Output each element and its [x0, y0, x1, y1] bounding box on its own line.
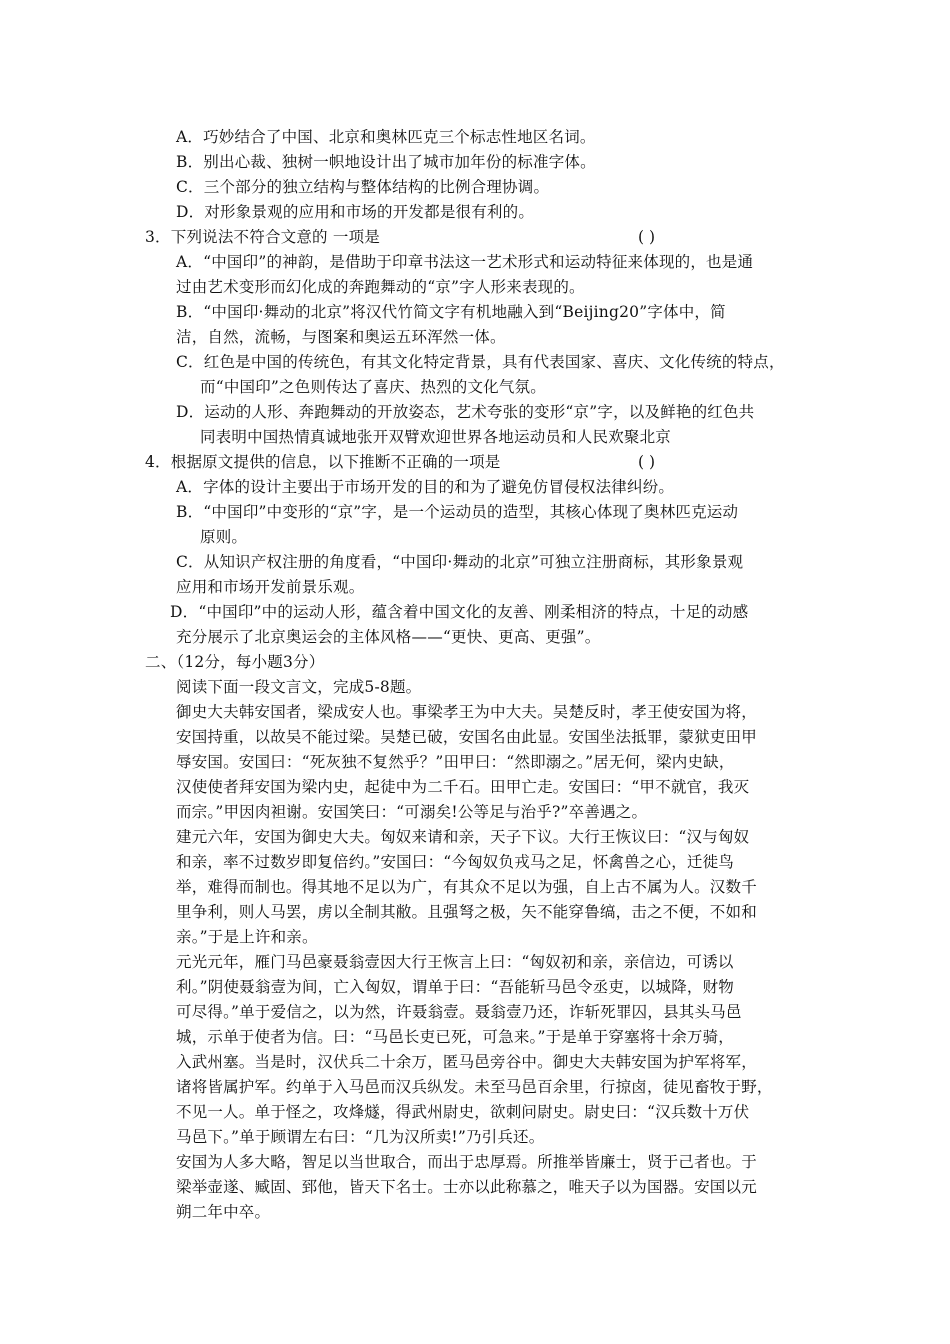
q3-option-b-line1: B．“中国印·舞动的北京”将汉代竹简文字有机地融入到“Beijing20”字体中，简	[176, 303, 726, 321]
q3-stem: 3．下列说法不符合文意的 一项是	[145, 228, 380, 246]
passage-line: 朔二年中卒。	[176, 1203, 271, 1221]
q4-option-b-line2: 原则。	[200, 528, 248, 546]
passage-line: 入武州塞。当是时，汉伏兵二十余万，匿马邑旁谷中。御史大夫韩安国为护军将军，	[176, 1053, 757, 1071]
passage-line: 可尽得。”单于爱信之，以为然，许聂翁壹。聂翁壹乃还，诈斩死罪囚，县其头马邑	[176, 1003, 742, 1021]
passage-line: 城，示单于使者为信。曰：“马邑长吏已死，可急来。”于是单于穿塞将十余万骑，	[176, 1028, 735, 1046]
section-2-heading: 二、（12分，每小题3分）	[145, 653, 325, 671]
q3-option-c-line1: C．红色是中国的传统色，有其文化特定背景，具有代表国家、喜庆、文化传统的特点，	[176, 353, 785, 371]
passage-line: 举，难得而制也。得其地不足以为广，有其众不足以为强，自上古不属为人。汉数千	[176, 878, 757, 896]
passage-line: 御史大夫韩安国者，梁成安人也。事梁孝王为中大夫。吴楚反时，孝王使安国为将，	[176, 703, 757, 721]
q3-answer-paren: ( )	[638, 228, 656, 246]
q3-option-d-line1: D．运动的人形、奔跑舞动的开放姿态，艺术夸张的变形“京”字，以及鲜艳的红色共	[176, 403, 755, 421]
q4-option-a-line1: A．字体的设计主要出于市场开发的目的和为了避免仿冒侵权法律纠纷。	[176, 478, 675, 496]
q4-option-d-line2: 充分展示了北京奥运会的主体风格——“更快、更高、更强”。	[176, 628, 601, 646]
q4-option-c-line2: 应用和市场开发前景乐观。	[176, 578, 365, 596]
passage-line: 安国为人多大略，智足以当世取合，而出于忠厚焉。所推举皆廉士，贤于己者也。于	[176, 1153, 757, 1171]
passage-line: 梁举壶遂、臧固、郅他，皆天下名士。士亦以此称慕之，唯天子以为国器。安国以元	[176, 1178, 757, 1196]
passage-line: 亲。”于是上许和亲。	[176, 928, 318, 946]
passage-line: 辱安国。安国曰：“死灰独不复然乎？”田甲曰：“然即溺之。”居无何，梁内史缺，	[176, 753, 735, 771]
passage-line: 汉使使者拜安国为梁内史，起徒中为二千石。田甲亡走。安国曰：“甲不就官，我灭	[176, 778, 750, 796]
passage-line: 里争利，则人马罢，虏以全制其敝。且强弩之极，矢不能穿鲁缟，击之不便，不如和	[176, 903, 757, 921]
q3-option-a-line1: A．“中国印”的神韵，是借助于印章书法这一艺术形式和运动特征来体现的，也是通	[176, 253, 754, 271]
q4-answer-paren: ( )	[638, 453, 656, 471]
passage-line: 马邑下。”单于顾谓左右曰：“几为汉所卖!”乃引兵还。	[176, 1128, 545, 1146]
q2-option-a: A．巧妙结合了中国、北京和奥林匹克三个标志性地区名词。	[176, 128, 596, 146]
q3-option-b-line2: 洁，自然，流畅，与图案和奥运五环浑然一体。	[176, 328, 506, 346]
q2-option-d: D．对形象景观的应用和市场的开发都是很有利的。	[176, 203, 535, 221]
section-2-intro: 阅读下面一段文言文，完成5-8题。	[176, 678, 422, 696]
passage-line: 建元六年，安国为御史大夫。匈奴来请和亲，天子下议。大行王恢议曰：“汉与匈奴	[176, 828, 750, 846]
passage-line: 安国持重，以故吴不能过梁。吴楚已破，安国名由此显。安国坐法抵罪，蒙狱吏田甲	[176, 728, 757, 746]
q3-option-a-line2: 过由艺术变形而幻化成的奔跑舞动的“京”字人形来表现的。	[176, 278, 585, 296]
passage-line: 利。”阴使聂翁壹为间，亡入匈奴，谓单于曰：“吾能斩马邑令丞吏，以城降，财物	[176, 978, 735, 996]
passage-line: 诸将皆属护军。约单于入马邑而汉兵纵发。未至马邑百余里，行掠卤，徒见畜牧于野，	[176, 1078, 773, 1096]
passage-line: 而宗。”甲因肉袒谢。安国笑曰：“可溺矣!公等足与治乎?”卒善遇之。	[176, 803, 648, 821]
q4-option-d-line1: D．“中国印”中的运动人形，蕴含着中国文化的友善、刚柔相济的特点，十足的动感	[170, 603, 749, 621]
q4-stem: 4．根据原文提供的信息，以下推断不正确的一项是	[145, 453, 501, 471]
passage-line: 和亲，率不过数岁即复倍约。”安国曰：“今匈奴负戎马之足，怀禽兽之心，迁徙鸟	[176, 853, 735, 871]
q3-option-d-line2: 同表明中国热情真诚地张开双臂欢迎世界各地运动员和人民欢聚北京	[200, 428, 672, 446]
q4-option-c-line1: C．从知识产权注册的角度看，“中国印·舞动的北京”可独立注册商标，其形象景观	[176, 553, 744, 571]
passage-line: 元光元年，雁门马邑豪聂翁壹因大行王恢言上曰：“匈奴初和亲，亲信边，可诱以	[176, 953, 734, 971]
q4-option-b-line1: B．“中国印”中变形的“京”字，是一个运动员的造型，其核心体现了奥林匹克运动	[176, 503, 739, 521]
q2-option-b: B．别出心裁、独树一帜地设计出了城市加年份的标准字体。	[176, 153, 596, 171]
q2-option-c: C．三个部分的独立结构与整体结构的比例合理协调。	[176, 178, 550, 196]
passage-line: 不见一人。单于怪之，攻烽燧，得武州尉史，欲刺问尉史。尉史曰：“汉兵数十万伏	[176, 1103, 750, 1121]
q3-option-c-line2: 而“中国印”之色则传达了喜庆、热烈的文化气氛。	[200, 378, 546, 396]
